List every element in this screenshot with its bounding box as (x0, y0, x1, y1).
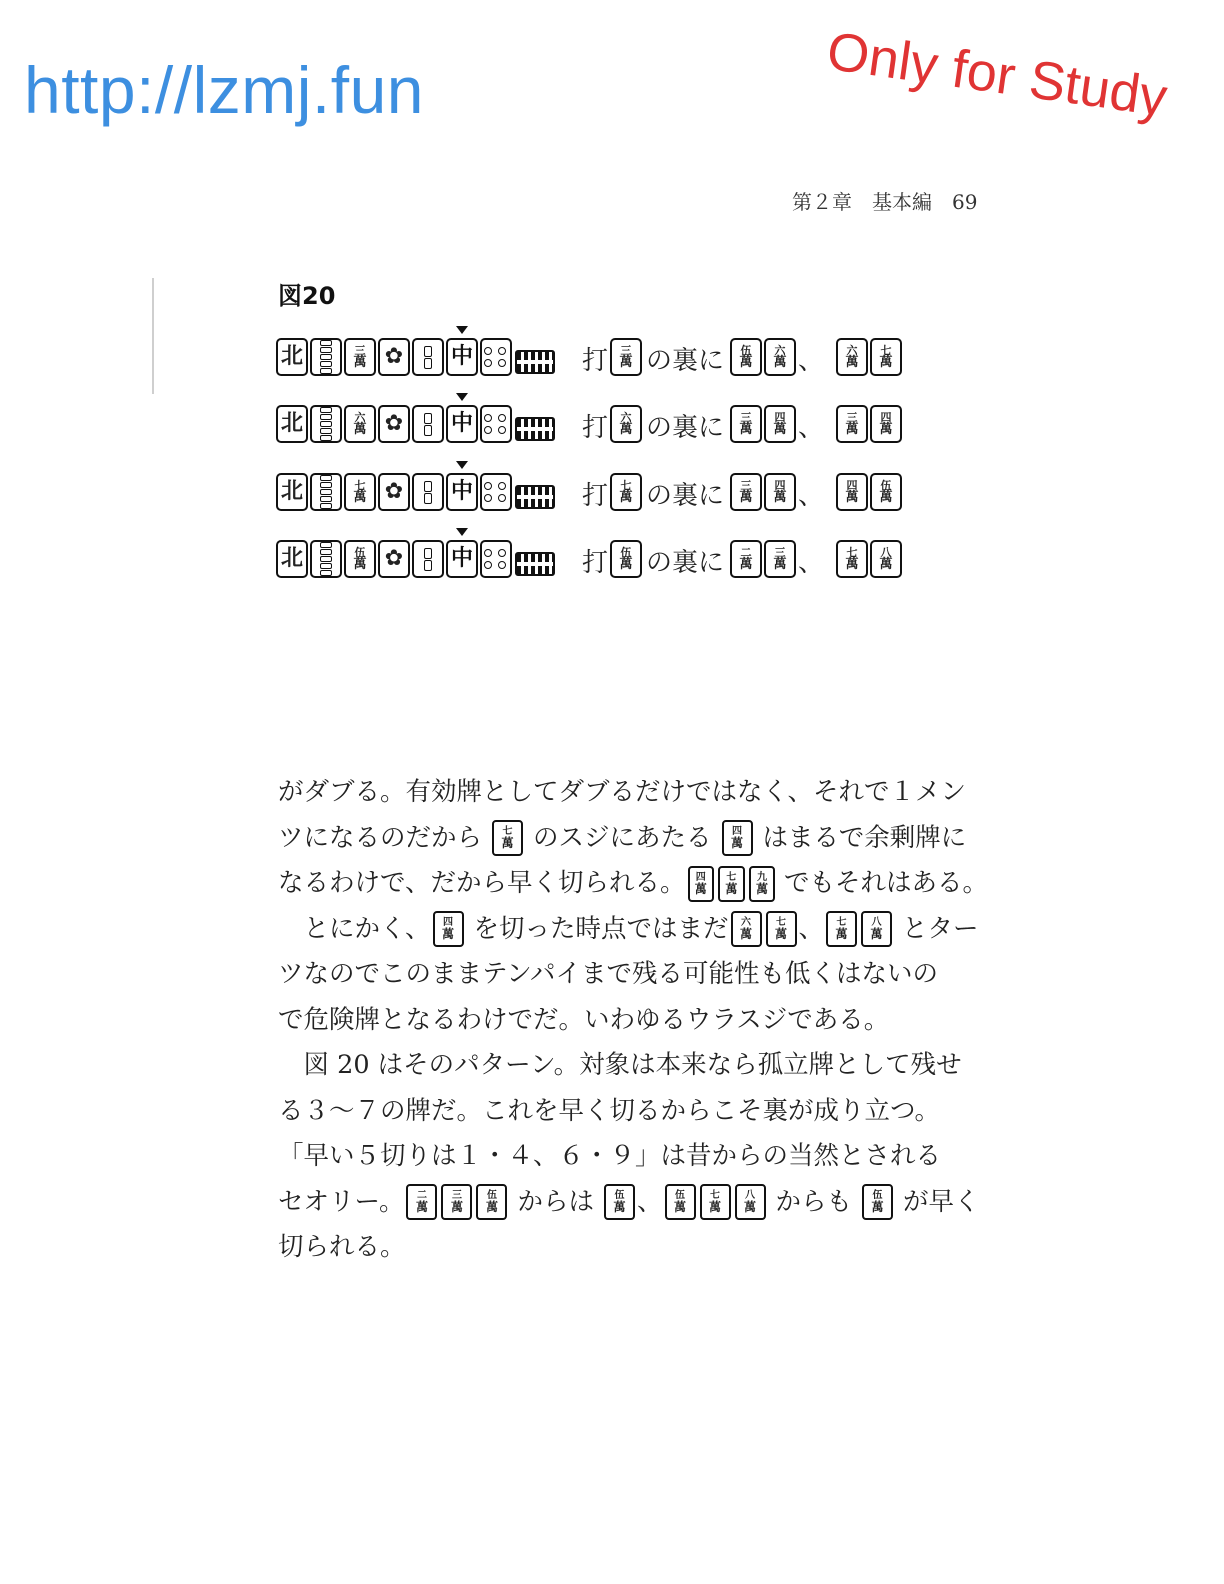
man-tile-icon: 四 萬 (764, 473, 796, 511)
man-tile-icon: 七 萬 (870, 338, 902, 376)
bamboo-tile-icon (310, 540, 342, 578)
tile-icon: 四 萬 (688, 866, 715, 902)
man-tile-icon: 六 萬 (764, 338, 796, 376)
man-tile-icon: 四 萬 (836, 473, 868, 511)
figure-text: の裏に (646, 413, 725, 443)
figure-text: 、 (798, 548, 825, 578)
one-bamboo-bird-icon: ✿ (378, 473, 410, 511)
figure-text: 打 (582, 413, 609, 443)
man-tile-icon: 三 萬 (836, 405, 868, 443)
north-wind-tile-icon: 北 (276, 540, 308, 578)
arrow-down-icon (456, 326, 468, 334)
tile-icon: 七 萬 (766, 911, 797, 947)
watermark-study: Only for Study (823, 20, 1171, 129)
one-bamboo-bird-icon: ✿ (378, 405, 410, 443)
arrow-down-icon (456, 528, 468, 536)
bamboo-tile-icon (412, 540, 444, 578)
one-bamboo-bird-icon: ✿ (378, 540, 410, 578)
man-tile-icon: 四 萬 (870, 405, 902, 443)
north-wind-tile-icon: 北 (276, 405, 308, 443)
circle-tile-icon (480, 540, 512, 578)
north-wind-tile-icon: 北 (276, 338, 308, 376)
body-line: セオリー。 二 萬 三 萬 伍 萬 からは 伍 萬 、 伍 萬 七 萬 八 萬 からも 伍 萬 が早く (278, 1180, 988, 1226)
body-line: 切られる。 (278, 1232, 406, 1262)
red-dragon-tile-icon: 中 (446, 540, 478, 578)
figure-text: 打 (582, 548, 609, 578)
man-tile-icon: 二 萬 (730, 540, 762, 578)
body-line: ツになるのだから 七 萬 のスジにあたる 四 萬 はまるで余剰牌に (278, 816, 988, 862)
man-tile-icon: 六 萬 (610, 405, 642, 443)
body-line: る３～７の牌だ。これを早く切るからこそ裏が成り立つ。 (278, 1095, 940, 1126)
running-head: 第２章 基本編 69 (792, 190, 978, 214)
man-tile-icon: 伍 萬 (730, 338, 762, 376)
one-bamboo-bird-icon: ✿ (378, 338, 410, 376)
sideways-tile-icon (515, 417, 555, 441)
bamboo-tile-icon (412, 338, 444, 376)
man-tile-icon: 三 萬 (610, 338, 642, 376)
man-tile-icon: 六 萬 (836, 338, 868, 376)
red-dragon-tile-icon: 中 (446, 405, 478, 443)
body-text (278, 770, 988, 1271)
figure-text: の裏に (646, 481, 725, 511)
tile-icon: 八 萬 (735, 1184, 766, 1220)
tile-icon: 七 萬 (718, 866, 745, 902)
tile-icon: 七 萬 (700, 1184, 731, 1220)
circle-tile-icon (480, 338, 512, 376)
figure-text: 打 (582, 346, 609, 376)
figure-text: 打 (582, 481, 609, 511)
tile-icon: 伍 萬 (862, 1184, 893, 1220)
body-line: とにかく、 四 萬 を切った時点ではまだ 六 萬 七 萬 、 七 萬 八 萬 とター (278, 907, 988, 953)
tile-icon: 二 萬 (406, 1184, 437, 1220)
man-tile-icon: 四 萬 (764, 405, 796, 443)
tile-icon: 伍 萬 (665, 1184, 696, 1220)
figure-text: の裏に (646, 548, 725, 578)
body-line: なるわけで、だから早く切られる。 四 萬 七 萬 九 萬 でもそれはある。 (278, 861, 988, 907)
figure-text: の裏に (646, 346, 725, 376)
man-tile-icon: 三 萬 (730, 405, 762, 443)
figure-title: 図20 (278, 282, 336, 310)
man-tile-icon: 七 萬 (344, 473, 376, 511)
bamboo-tile-icon (310, 405, 342, 443)
circle-tile-icon (480, 405, 512, 443)
body-line: で危険牌となるわけでだ。いわゆるウラスジである。 (278, 1004, 890, 1035)
man-tile-icon: 伍 萬 (344, 540, 376, 578)
watermark-url: http://lzmj.fun (24, 53, 424, 127)
sideways-tile-icon (515, 552, 555, 576)
tile-icon: 七 萬 (826, 911, 857, 947)
arrow-down-icon (456, 461, 468, 469)
north-wind-tile-icon: 北 (276, 473, 308, 511)
sideways-tile-icon (515, 485, 555, 509)
man-tile-icon: 七 萬 (610, 473, 642, 511)
arrow-down-icon (456, 393, 468, 401)
body-line: ツなのでこのままテンパイまで残る可能性も低くはないの (278, 959, 938, 989)
bamboo-tile-icon (412, 405, 444, 443)
man-tile-icon: 六 萬 (344, 405, 376, 443)
tile-icon: 伍 萬 (604, 1184, 635, 1220)
tile-icon: 伍 萬 (476, 1184, 507, 1220)
man-tile-icon: 三 萬 (344, 338, 376, 376)
man-tile-icon: 伍 萬 (870, 473, 902, 511)
tile-icon: 六 萬 (731, 911, 762, 947)
body-line: 図 20 はそのパターン。対象は本来なら孤立牌として残せ (278, 1050, 962, 1080)
bamboo-tile-icon (310, 473, 342, 511)
figure-text: 、 (798, 413, 825, 443)
man-tile-icon: 伍 萬 (610, 540, 642, 578)
red-dragon-tile-icon: 中 (446, 473, 478, 511)
tile-icon: 九 萬 (749, 866, 776, 902)
circle-tile-icon (480, 473, 512, 511)
tile-icon: 四 萬 (433, 911, 464, 947)
body-line: 「早い５切りは１・４、６・９」は昔からの当然とされる (278, 1141, 942, 1171)
bamboo-tile-icon (412, 473, 444, 511)
tile-icon: 四 萬 (722, 820, 753, 856)
red-dragon-tile-icon: 中 (446, 338, 478, 376)
tile-icon: 八 萬 (861, 911, 892, 947)
sideways-tile-icon (515, 350, 555, 374)
man-tile-icon: 七 萬 (836, 540, 868, 578)
figure-text: 、 (798, 481, 825, 511)
margin-rule (152, 278, 154, 394)
man-tile-icon: 三 萬 (764, 540, 796, 578)
man-tile-icon: 三 萬 (730, 473, 762, 511)
figure-text: 、 (798, 346, 825, 376)
tile-icon: 三 萬 (441, 1184, 472, 1220)
body-line: がダブる。有効牌としてダブるだけではなく、それで１メン (278, 777, 966, 807)
tile-icon: 七 萬 (492, 820, 523, 856)
bamboo-tile-icon (310, 338, 342, 376)
man-tile-icon: 八 萬 (870, 540, 902, 578)
